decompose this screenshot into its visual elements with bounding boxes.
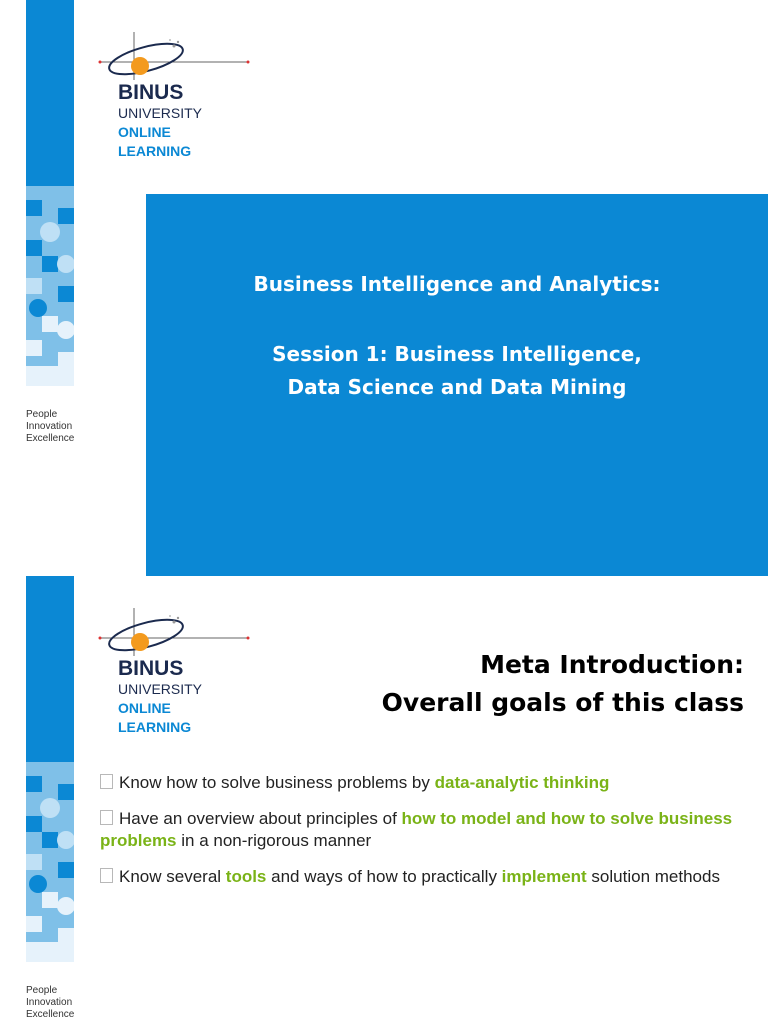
goal-item: Have an overview about principles of how to model and how to solve business problems in a non-rigorous manner <box>100 809 733 850</box>
logo-university: UNIVERSITY <box>118 681 203 697</box>
tagline-innovation: Innovation <box>26 997 73 1008</box>
tagline <box>26 985 74 1021</box>
logo-binus: BINUS <box>118 81 184 104</box>
course-title: Business Intelligence and Analytics: <box>253 272 661 296</box>
slide-heading <box>382 646 744 722</box>
tagline-people: People <box>26 409 58 420</box>
highlight-text: how to model and how to solve business problems <box>100 809 733 850</box>
tagline-innovation: Innovation <box>26 421 73 432</box>
tagline-excellence: Excellence <box>26 433 75 444</box>
logo-binus: BINUS <box>118 657 184 680</box>
checkbox-icon <box>100 774 113 789</box>
title-panel <box>146 194 768 576</box>
slide-2 <box>0 576 768 1024</box>
decorative-side-bar <box>26 576 74 1024</box>
tagline-excellence: Excellence <box>26 1009 75 1020</box>
decorative-side-bar <box>26 0 74 576</box>
goals-list <box>100 772 740 900</box>
checkbox-icon <box>100 810 113 825</box>
goal-item: Know how to solve business problems by data-analytic thinking <box>100 772 740 794</box>
binus-logo <box>98 32 268 162</box>
logo-learning: LEARNING <box>118 143 192 159</box>
highlight-text: implement <box>501 867 587 886</box>
goal-item: Know several tools and ways of how to practically implement solution methods <box>100 866 740 888</box>
logo-university: UNIVERSITY <box>118 105 203 121</box>
logo-online: ONLINE <box>118 700 171 716</box>
logo-learning: LEARNING <box>118 719 192 735</box>
session-title-line1: Session 1: Business Intelligence, <box>272 342 642 366</box>
session-title-line2: Data Science and Data Mining <box>287 375 627 399</box>
binus-logo <box>98 608 268 738</box>
highlight-text: data-analytic thinking <box>434 773 610 792</box>
tagline <box>26 409 74 445</box>
logo-online: ONLINE <box>118 124 171 140</box>
binus-emblem <box>98 608 268 658</box>
highlight-text: tools <box>225 867 267 886</box>
checkbox-icon <box>100 868 113 883</box>
heading-line1: Meta Introduction: <box>480 650 744 679</box>
heading-line2: Overall goals of this class <box>381 688 744 717</box>
binus-emblem <box>98 32 268 82</box>
tagline-people: People <box>26 985 58 996</box>
